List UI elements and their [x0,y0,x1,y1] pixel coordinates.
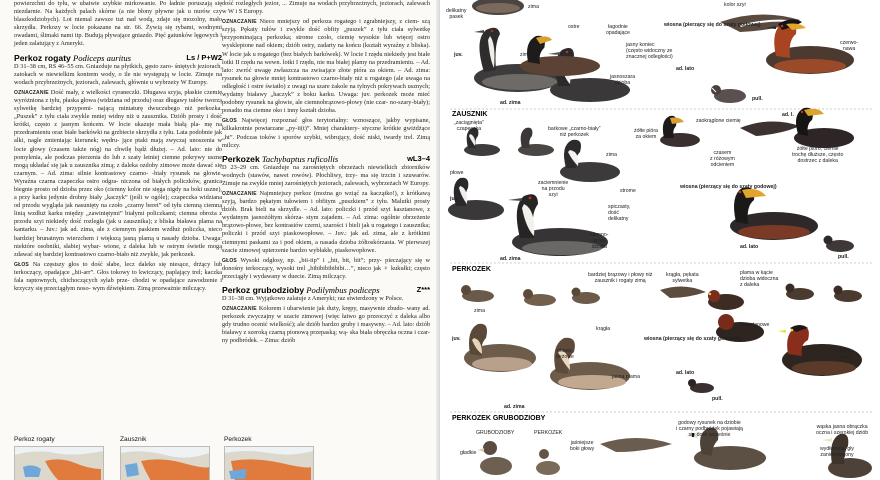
text-line: z krótkimi ciemnymi paskami za i pod okiem, a nasada dzioba [222,230,430,246]
paragraph-tag: OZNACZANIE [222,190,260,197]
text-line: ska biała obręczka oczna i czar- [349,329,431,337]
text-line: białawy „haczyk” z boku karku. Uwaga: juv. perkozek może mieć [247,91,430,99]
text-line: D 23–29 cm. Gniazduje na zarośniętych obrzeżach niewielkich [222,163,402,171]
paragraph-tag: GŁOS [222,257,241,264]
bird-zausznik-ad-l-small [660,116,700,147]
text-line: wany ad. perkozek zwyczajny w szacie zimowej (więc łatwo go [222,305,430,321]
species-name: Perkoz rogaty [14,52,71,63]
text-line: policzki i przód szyi piaskowopłowe. – Juv.: jak ad. zima, ale [222,230,402,238]
text-line: nóg) na chwilę bądź dłużej. – Ad. lato: nie do pomylenia, ale [14,145,222,161]
label-wydluzona: wydłużona, gły zaniepokojony [820,446,855,458]
label-jasna-plama: jasna plama [612,374,640,380]
text-line: mogą układać się jak u zausznika zimą; z daleka ozdoby zimowe [14,161,182,169]
text-line: Nieco mniejszy od perkoza rogatego i zgrabniejszy, z ciem- [259,18,422,26]
bird-zausznik-pull [824,236,855,253]
text-line: niczona od białych policzków, granica biegnie prosto od [14,177,222,193]
text-column-2 [222,0,430,348]
label-ciemnoszara: ciemno- szara dzioba [590,232,609,250]
text-line: podobny rysunek na głowie, ale ciemnobrązowo-płowy (nie czar- [222,99,390,107]
range-map-perkozek [224,436,312,480]
text-line: jeziorach, zalewach, wybrzeżach W Europy. [318,179,430,187]
text-line: w Polsce. [379,295,404,302]
label-pull: pull. [712,396,723,402]
text-line: może dawać się czarnym. – Ad. zima: silnie kontrastowy czarno- [14,161,222,177]
status-code: Ls / P+W2 [186,52,222,62]
text-line: no-szary-biały); ponadto ma ciemne oko i inny kształt dzioba. [222,99,430,115]
text-line: z tyłu. Malutki prosty dziób. Brak bieli na skrzydle. – Ad. lato: [222,198,430,214]
text-line: dzioba przez oko (ciemny kolor nie sięga nigdy na boki [60,185,204,193]
paragraph-tag: OZNACZANIE [222,19,260,26]
label-pull: pull. [752,96,763,102]
label-ad-l: ad. l. [782,112,794,118]
bird-perkozek-small-3 [572,288,601,305]
section-heading-perkozek: PERKOZEK [452,266,491,273]
text-line: D 31–38 cm. Wyjątkowo zalatuje z Ameryki; raz stwierdzony [222,295,380,302]
species-description [14,63,222,87]
range-map-zausznik [120,436,208,480]
text-line: – Ad. zima: rysunek na głowie mniej kontrastowo [222,66,430,82]
label-czerwonawa: czerwo- nawa [840,40,859,52]
species-heading-perkoz-grubodzioby [222,285,430,295]
label-kolor-szyi: kolor szyi [724,2,746,8]
text-line: przybrzeżnych, jeziorach, zalewach, głównie u wybrzeży [35,78,181,86]
text-line: pieczający się w donośny terkoczący, wysoki trel „bibibibibibibi…”, [222,256,430,272]
label-ostre: ostre [568,24,580,30]
text-line: wym dźwiękiem. Zimą przeważnie milczący. [92,285,207,293]
text-line: krótki, często z jasnym końcem. W locie ukazuje mała białą pla- [14,121,205,129]
text-line: płaskie czemię wyróżniona z tyłu, płaska głowa (widziana od [14,88,222,104]
text-line: i jeden zalatujący z Ameryki. [14,32,222,48]
species-name: Perkozek [222,153,260,164]
text-line: (kształt wyraźny z bliska). W locie jak u rogatego (bez białych [222,42,430,58]
text-line: czapeczka widziana od przodu wygląda jak nasunięty na czoło [14,194,222,210]
bird-zausznik-ad-lato-flying [740,121,800,136]
text-line: przodu) oraz długawy tułów tworzą sylwetkę bardziej przypomi- [14,96,222,113]
label-spiczasty: spiczasty, dość delikatny [608,204,631,222]
bird-perkozek-flying [660,286,706,298]
text-line: -biały rysunek na głowie. Wyraźna czarna czapeczka ostro odgra- [14,169,222,185]
label-plowo-bezowe: płowo- beżowe [556,348,574,360]
label-strome: strome [620,188,636,194]
voice-paragraph [222,257,430,281]
species-name: Perkoz grubodzioby [222,285,305,295]
label-wiosna: wiosna (pierzący się do szaty godowej) [644,336,741,342]
map-image [224,446,314,480]
map-label: Perkozek [224,436,252,443]
text-line: na kantarku. – Juv.: jak ad. zima, ale z ciemnym paskiem wzdłuż [14,218,222,234]
map-label: Zausznik [120,436,147,443]
label-juv: juv. [450,196,459,202]
map-image [120,446,210,480]
label-perkozek: PERKOZEK [534,430,563,436]
text-line: Dość mały, z wielkości cyraneczki. Długawa szyja, [50,88,185,96]
text-line: uszne), a przy karku jedynie drobny biały „kaczyk” (jeśli w ogóle); [14,185,222,202]
text-line: żółtoskórzasta. W pierwszej szacie zimowej upierzenie bardzo [222,238,430,254]
identification-paragraph [222,305,430,345]
text-line: kontrastowo czarno-biało niż zwykle, jak perkozek. [64,250,196,258]
text-line: Wysoki odgłosy, np. „bii-iip” i „bit, bit, bit”; przy- [240,256,386,264]
label-ad-zima: ad. zima [504,404,525,410]
text-line: policzka, nieco bardziej brunatnym wierzchem i większą jasną [14,226,222,242]
voice-paragraph [14,261,222,293]
bird-perkozek-ad-zima [464,324,536,372]
label-zima: zima [520,52,531,58]
label-jasnoszara: jasnoszara dzioba [610,74,636,86]
intro-paragraph [14,0,222,49]
identification-paragraph [14,89,222,259]
label-lagodnie-opadajace: łagodnie opadające [606,24,630,36]
species-heading-perkozek [222,154,430,164]
bird-grubodzioby-compare [478,441,560,475]
bird-perkozek-juv [550,338,630,390]
species-description [222,295,430,303]
text-line: sylwetkę przypominającą perkozka; strome czoło, ciemię wysokie lub [222,26,430,42]
text-line: Zimą milczący. [307,272,347,280]
label-barkowe: barkowe „czarno-biały” niż perkozek [548,126,601,138]
label-zaciemnienie: zaciemnienie na przodu szyi [538,180,569,198]
label-ad-zima: ad. zima [500,100,521,106]
text-line: paplający trel; kaczka fala raptownych, chichoczących sylab prze- [14,268,223,284]
label-juv: juv. [452,336,461,342]
text-line: z tyłu. Lata podobnie jak alki, nagle zmieniając kierunek; wędru- [14,129,222,145]
text-line: przeoczyć z daleka albo gdy trudno ocenić wielkość); ale dziób [222,313,430,329]
text-line: Kolorem i ubarwienie jak duży, krępy, masywnie zbudo- [258,305,407,313]
text-line: powierzchni do tyłu, w ubatwie szybkie mirkowanie. Po ładnie [14,0,188,7]
text-line: Najwięcej rozpoznać głos terytorialny: wznoszące, jakby [241,117,405,125]
label-juv: juv. [454,52,463,58]
bird-perkozek-ad-lato-small [708,290,744,310]
text-line: stym zajadem. – Ad. zima: ogólnie obrzeżenie brązowo-płowe, [222,214,430,230]
label-pull: pull. [838,254,849,260]
text-line: D 31–38 cm, RS 46–55 cm. Gniazduje na płytkich, gęsto zaro- [14,62,175,70]
label-ad-lato: ad. lato [740,244,759,250]
map-image [14,446,104,480]
label-ad-lato: ad. lato [676,66,695,72]
bird-zausznik-ad-lato-large [794,108,854,148]
text-line: pływne jak u nurów czy blaszkodziobych). Lot niemal zawsze tuż [14,8,222,24]
right-page [440,0,880,480]
text-line: nieco jak ♀ kukułki; często przeciągły i wydawany w duecie. [222,264,430,280]
text-line: mę na przedramieniu oraz białe barkówki na grzbiecie skrzydła [14,121,223,137]
label-zima: zima [474,308,485,314]
text-line: „zawiniętymi” białymi policzkami; ciemna obroża z przodu szyi [14,210,222,226]
text-line: kontrem wody, o ile nie występują w locie. Zimuje na wodach [14,70,223,86]
paragraph-tag: GŁOS [14,261,33,268]
label-delikatny-pasek: delikatny pasek [446,8,467,20]
text-line: wypisane, kilkakrotnie powtarzane „py-ii(t)”. Mniej charaktery- [222,117,430,133]
text-line: nad wodą, zdaje się mozolny, mało skrzydła. Perkozy w locie [14,16,223,32]
status-code: Z*** [416,285,430,294]
bird-perkozek-zima-small [461,285,494,302]
label-kasztanowe: kasztanowe [742,322,770,328]
species-latin: Tachybaptus ruficollis [261,153,339,164]
species-description [222,164,430,188]
text-line: czarną pionową przepaską; wą- [268,329,350,337]
text-line: W Europy. [180,78,208,86]
label-ad-lato: ad. lato [676,370,695,376]
label-zolte-pioro: żółte pióro, ciemie trochę dłuższe, często dostrzec z daleka [792,146,844,164]
label-czasem: czasem z różowym odcieniem [710,150,735,168]
text-line: Najmniejszy perkoz (można go wziąć za kaczątko!), [259,189,402,197]
range-maps [14,436,430,480]
text-line: jące ptaki mają zwyczaj unoszenia w locie głowy (czasem także [14,137,222,153]
label-godowy-rysunek: godowy rysunek na dziobie i czarny podbródek pojawiają się dość wcześnie [676,420,743,438]
text-line: chodzi w opadające zawodzenie i krzyczy się przeciągłym noso- [14,277,222,293]
text-line: z krótkawą szyją, bardzo pękatym tułowiem i obfitym „puszkiem” [222,189,430,206]
species-heading-perkoz-rogaty [14,53,222,63]
text-line: szą szyją. Pękaty tułów i zwykle dość obfity „puszek” z tyłu ciała [222,18,430,34]
text-line: z uwagi na szare żakole na tylnych pokrywach usznych; wydatny [222,82,430,99]
paragraph-tag: OZNACZANIE [222,306,259,313]
text-line: więcej ostro wysklepione nad okiem; dziób ostry, zadarty na końcu [222,34,430,50]
paragraph-tag: GŁOS [222,118,242,125]
label-grubodzioby: GRUBODZIOBY [476,430,515,436]
text-line: nającą miniaturę dwuczubego niż perkozka. „Puszek” z tyłu [14,105,222,121]
text-line: na wewn. lotki I rzędu, nie ma białej plamy na przedramieniu. – Ad. [256,58,430,66]
label-wiosna: wiosna (pierzący się do szaty godowej) [664,22,761,28]
text-line: śniętych jeziorach, zatokach w niewielkim [14,62,222,78]
text-line: lato: zwróć uwagę zwłaszcza na zwisające złote pióra za okiem. [222,66,399,74]
text-line: dość rozległych jezior, ... Zimuje na wodach przybrzeżnych, [222,0,380,7]
label-plama-w-kacie: plama w kącie dzioba widoczna z daleka [740,270,779,288]
label-zolty-zajad: żółty zajad [838,348,851,360]
label-ad-zima: ad. zima [500,256,521,262]
species-latin: Podilymbus podiceps [306,285,380,295]
text-line: zbiorników wodnych (stawów, nawet rowów). Płochliwy, trzy- [222,163,430,179]
bird-perkozek-juv-small [523,289,556,306]
label-jasniejsze-boki: jaśniejsze boki głowy [570,440,595,452]
label-plowe: płowe [450,170,464,176]
text-line: czarno-biały niż u rogatego (ale uwaga na odległość i ostre światło) [222,74,430,90]
text-line: pokazane na str. 66. Żywią się rybami, wodnymi owadami, ślimaki [14,24,222,40]
text-line: wybłakłe, piaskowopłowe. [308,246,377,254]
species-latin: Podiceps auritus [73,52,132,63]
voice-paragraph [222,117,430,149]
bird-rogaty-pull [711,85,746,103]
text-line: jeziorach, zalewach w W i S Europy. [222,0,430,16]
label-bardziej-brazowy: bardziej brązowy i płowy niż zausznik i rogaty zimą [588,272,653,284]
label-waska-obraczka: wąska jasna obrączka oczna i szerokiej dziób [816,424,869,436]
bird-zausznik-wiosna [730,187,818,240]
bird-grubodzioby-flying [600,438,672,452]
zausznik-habitat [222,0,430,16]
text-line: „czarny beret” od tyłu ciemną ciemną linią wzdłuż karku między [14,202,222,218]
identification-paragraph [222,18,430,115]
text-line: wione, z daleka lub w ostrym świetle mogą zdawać się bardziej [14,242,222,258]
paragraph-tag: OZNACZANIE [14,89,51,96]
label-zaokraglone-ciemie: zaokrąglone ciemię [696,118,741,124]
text-line: plamą u nasady dzioba. Uwaga: niektóre osobniki, słabiej wybar- [14,234,222,250]
text-line: ma się trzcin i szuwarów. Zimuje na zwykle mniej zarośniętych [222,171,430,187]
label-zima: zima [528,4,539,10]
text-line: Na częstszy głos to dość słabe, lecz daleko się niesące, drżący [32,260,214,268]
text-line: niekiedy dość rozległa (jak u zausznika); z bliska biaława plama [46,218,217,226]
text-line: podczas pierzenia do lub z szaty letniej ciemne pokrywy uszne [54,153,222,161]
text-line: wibrujący, dość niski, twardy trel. Zimą milczy. [222,133,430,149]
label-zima: zima [606,152,617,158]
text-line: lub terkoczący, opadające „hii-arr”. Głos tokowy to kwiczący, [14,260,222,276]
bird-rogaty-top-left [472,0,524,15]
label-gladkie: gładkie [460,450,477,456]
status-code: wL3–4 [407,153,430,163]
text-line: ny podbródek. – Zima: dziób [222,337,296,345]
text-line: ciała zwykle mniej widny niż u zausznika. Dziób prosty i dość [56,113,222,121]
section-heading-grubodzioby: PERKOZEK GRUBODZIOBY [452,415,546,422]
label-biale: białe [534,44,545,50]
text-line: bardzo gruby i masywny. – Ad. [322,321,404,329]
bird-zausznik-juv [560,140,620,182]
text-line: poruszają się niezdarnie. Na każdych palach skórne (a nie błony [14,0,223,16]
identification-paragraph [222,190,430,255]
label-kragla: krągła [596,326,611,332]
map-label: Perkoz rogaty [14,436,55,443]
label-kragla-sylwetka: krągła, pękata sylwetka [666,272,699,284]
text-line: styczne krótkie gwiżdżące „ht”. Podczas toków i sporów szybki, [222,125,430,141]
text-line: barkówek). W locie I rzędu niekiedy jest białe lotki II rzędu [222,50,431,66]
label-zaciagnieta-czapeczka: „zaciągnięta” czapeczka [454,120,484,132]
bird-perkozek-pull [688,379,714,393]
text-line: nami itp. Budują pływające gniazdo. Pięć gatunków lęgowych [60,32,221,40]
bird-perkozek-right-small [786,284,863,303]
text-line: bez kontrastów czerni, szarości i bieli jak u rogatego i zausznika; [264,222,430,230]
text-column-1 [14,0,222,295]
section-heading-zausznik: ZAUSZNIK [452,111,488,118]
range-map-perkoz-rogaty [14,436,102,480]
label-wiosna: wiosna (pierzący się do szaty godowej) [680,184,777,190]
label-zolte-piora: żółte pióra za okiem [634,128,658,140]
text-line: policzki i przód szyi kasztanowe, z wydatnym jasnożółtym skórza- [222,206,430,222]
label-jasny-koniec: jasny koniec (często widoczny ze znacznej odległości) [626,42,673,60]
text-line: lato: dziób białawy z szeroką [222,321,430,337]
